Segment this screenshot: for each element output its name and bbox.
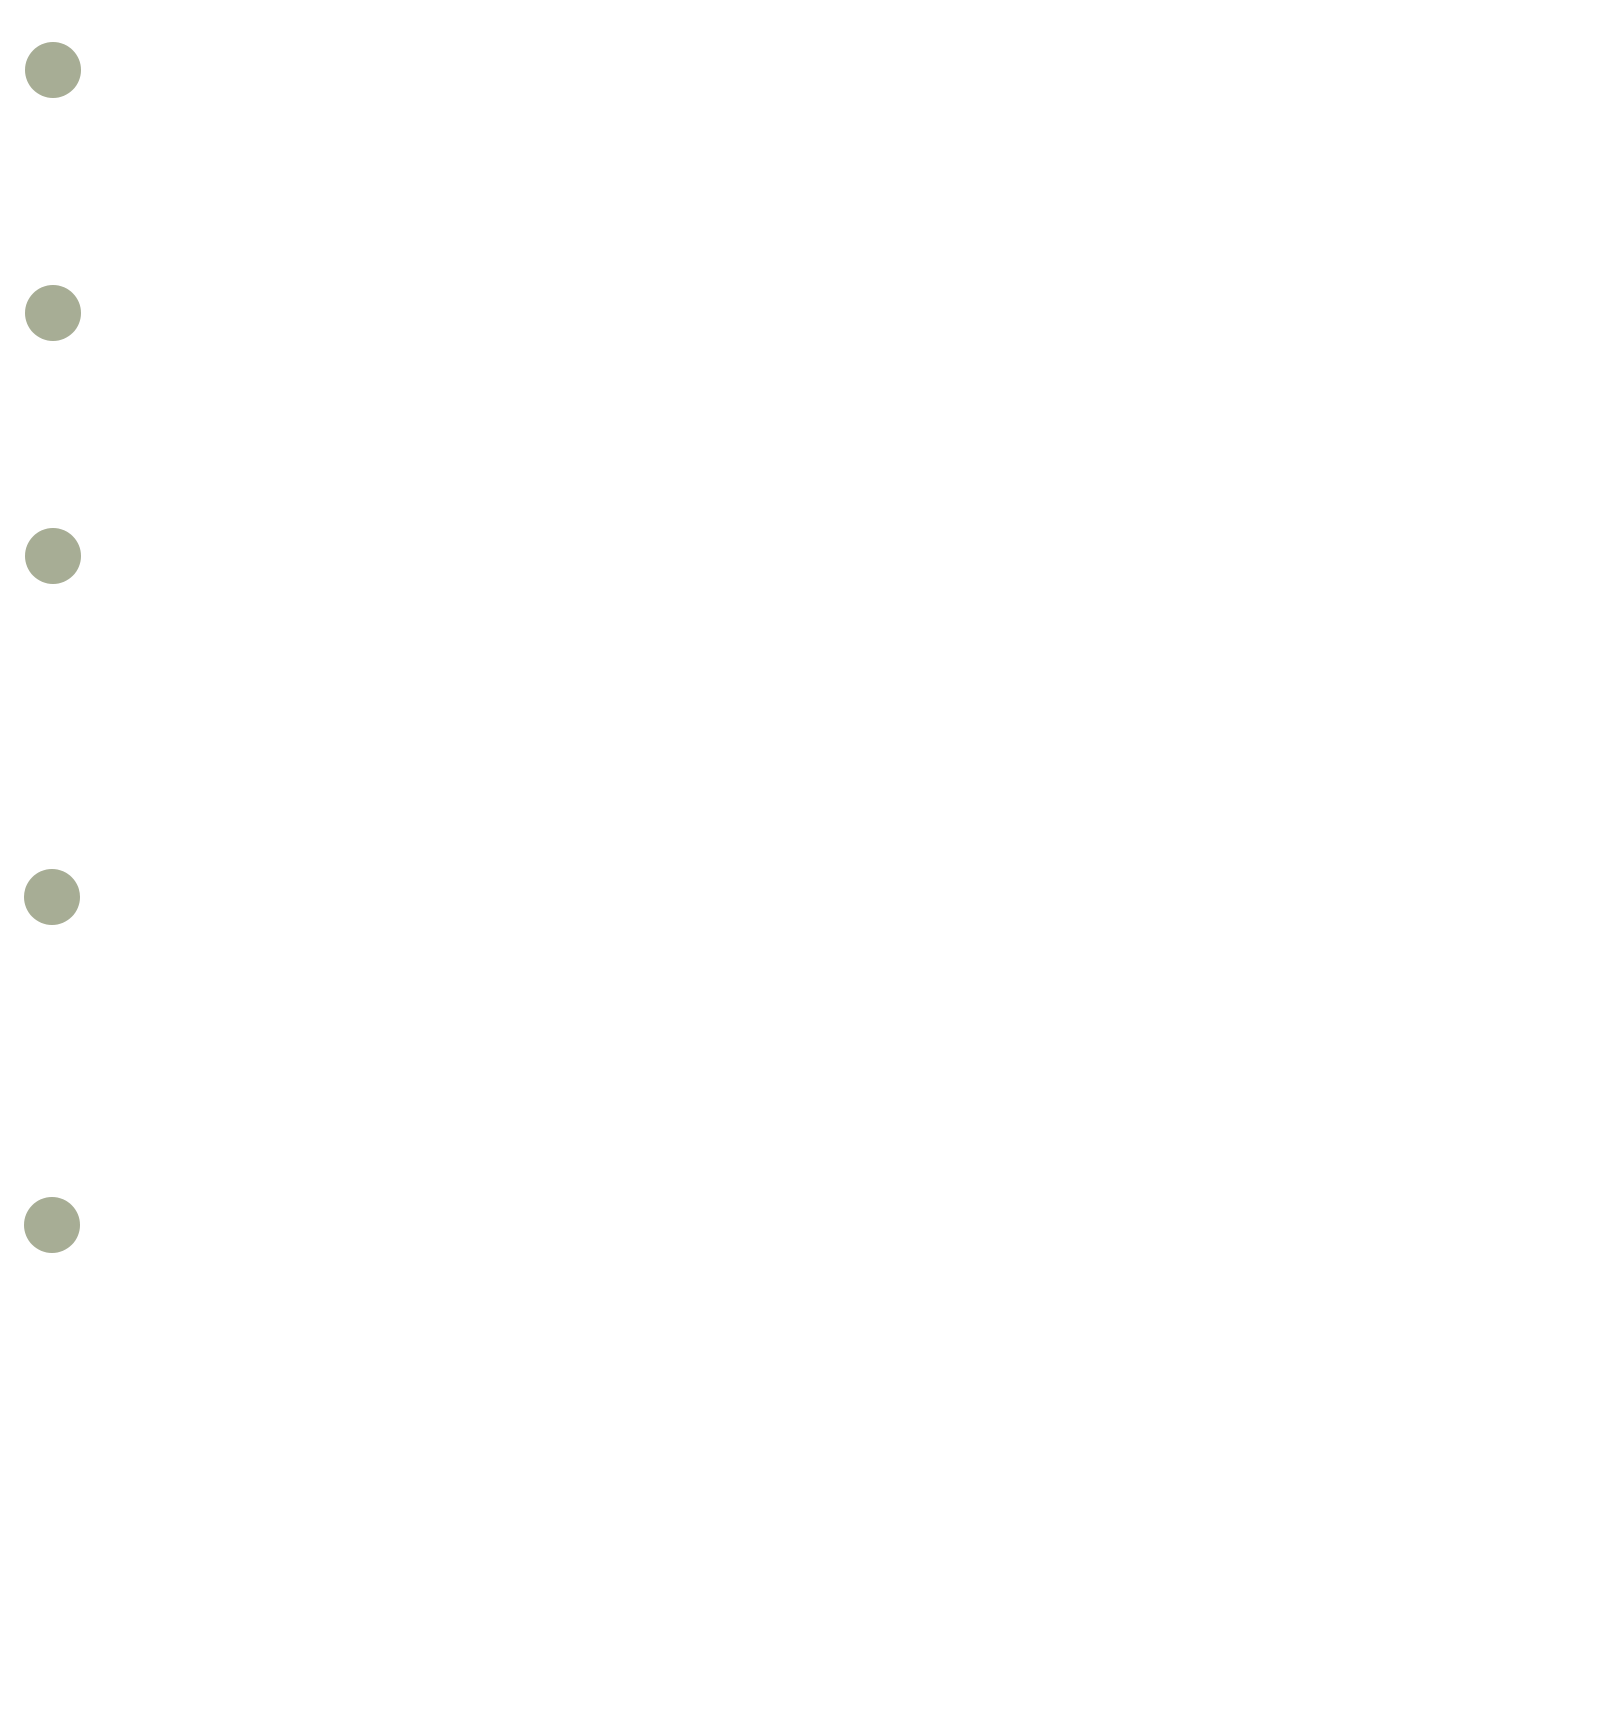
timeline-dot [24,869,80,925]
timeline-dot [25,528,81,584]
timeline-dot [24,1197,80,1253]
timeline-dot [25,285,81,341]
timeline-dot [25,42,81,98]
